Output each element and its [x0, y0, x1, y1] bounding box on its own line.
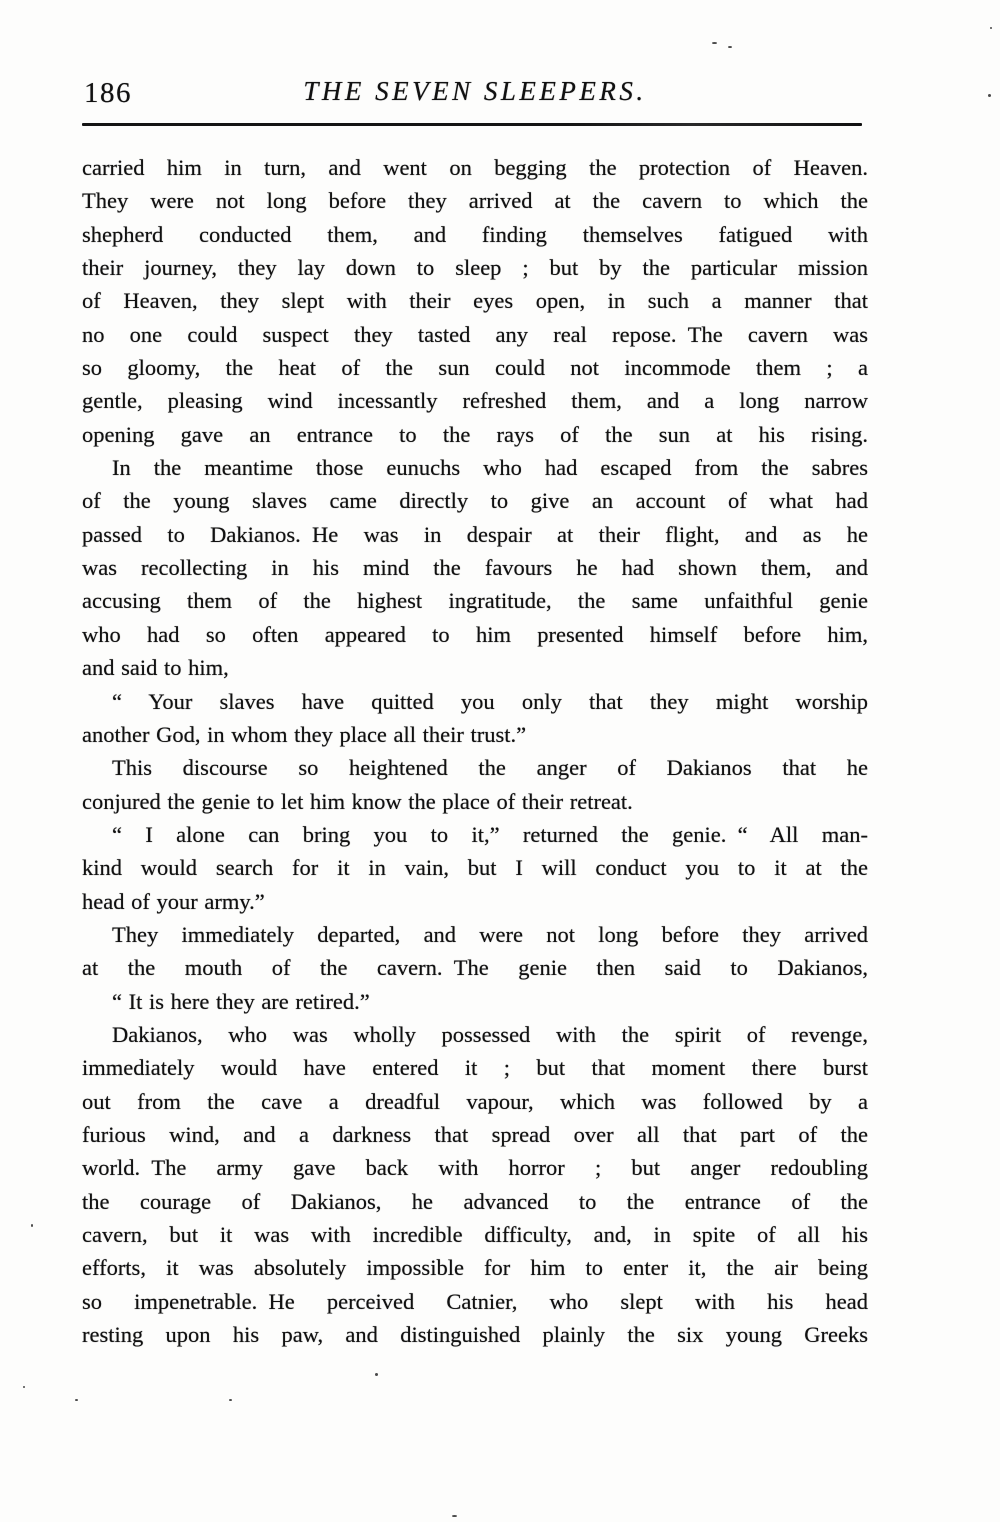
text-line: cavern, but it was with incredible difficulty, and, in spite of all his — [82, 1222, 868, 1247]
text-line: no one could suspect they tasted any real repose. The cavern was — [82, 321, 868, 347]
text-line: “ I alone can bring you to it,” returned the genie. “ All man- — [112, 821, 868, 847]
text-line: so gloomy, the heat of the sun could not incommode them ; a — [82, 355, 868, 381]
text-line: kind would search for it in vain, but I will conduct you to it at the — [82, 855, 868, 881]
text-line: of Heaven, they slept with their eyes open, in such a manner that — [82, 288, 868, 314]
scan-speck — [75, 1399, 78, 1401]
scan-speck — [988, 94, 991, 97]
scan-speck — [452, 1515, 457, 1517]
text-line: at the mouth of the cavern. The genie then said to Dakianos, — [82, 955, 868, 981]
text-line: and said to him, — [82, 655, 229, 681]
text-line: Dakianos, who was wholly possessed with the spirit of revenge, — [112, 1021, 868, 1047]
text-line: who had so often appeared to him presented himself before him, — [82, 621, 868, 647]
text-line: “ Your slaves have quitted you only that they might worship — [112, 688, 868, 714]
text-line: was recollecting in his mind the favours he had shown them, and — [82, 555, 868, 581]
scan-speck — [375, 1373, 378, 1376]
text-block — [82, 151, 868, 1351]
text-line: conjured the genie to let him know the place of their retreat. — [82, 788, 633, 814]
text-line: This discourse so heightened the anger of Dakianos that he — [112, 755, 868, 781]
text-line: opening gave an entrance to the rays of the sun at his rising. — [82, 421, 868, 447]
text-line: accusing them of the highest ingratitude, the same unfaithful genie — [82, 588, 868, 614]
text-line: head of your army.” — [82, 888, 265, 914]
text-line: world. The army gave back with horror ; but anger redoubling — [82, 1155, 868, 1181]
scan-speck — [31, 1224, 33, 1227]
text-line: They were not long before they arrived at the cavern to which the — [82, 188, 868, 214]
text-line: gentle, pleasing wind incessantly refreshed them, and a long narrow — [82, 388, 868, 414]
text-line: another God, in whom they place all their trust.” — [82, 721, 527, 747]
scan-speck — [990, 27, 992, 29]
text-line: the courage of Dakianos, he advanced to the entrance of the — [82, 1188, 868, 1214]
text-line: their journey, they lay down to sleep ; but by the particular mission — [82, 255, 868, 281]
text-line: resting upon his paw, and distinguished plainly the six young Greeks — [82, 1322, 868, 1348]
text-line: efforts, it was absolutely impossible for him to enter it, the air being — [82, 1255, 868, 1281]
scan-speck — [728, 46, 732, 48]
scan-speck — [712, 42, 717, 44]
page-number: 186 — [84, 77, 132, 109]
text-line: furious wind, and a darkness that spread over all that part of the — [82, 1121, 868, 1147]
text-line: out from the cave a dreadful vapour, which was followed by a — [82, 1088, 868, 1114]
text-line: immediately would have entered it ; but that moment there burst — [82, 1055, 868, 1081]
text-line: shepherd conducted them, and finding themselves fatigued with — [82, 221, 868, 247]
text-line: They immediately departed, and were not long before they arrived — [112, 921, 868, 947]
header-rule — [82, 123, 862, 126]
text-line: so impenetrable. He perceived Catnier, who slept with his head — [82, 1288, 868, 1314]
text-line: passed to Dakianos. He was in despair at their flight, and as he — [82, 521, 868, 547]
text-line: In the meantime those eunuchs who had escaped from the sabres — [112, 455, 868, 481]
running-title: THE SEVEN SLEEPERS. — [303, 76, 647, 106]
text-line: carried him in turn, and went on begging the protection of Heaven. — [82, 155, 868, 180]
text-line: “ It is here they are retired.” — [112, 988, 370, 1014]
text-line: of the young slaves came directly to give an account of what had — [82, 488, 868, 514]
running-header — [82, 74, 868, 116]
scan-speck — [23, 1386, 25, 1388]
scan-speck — [229, 1399, 232, 1401]
